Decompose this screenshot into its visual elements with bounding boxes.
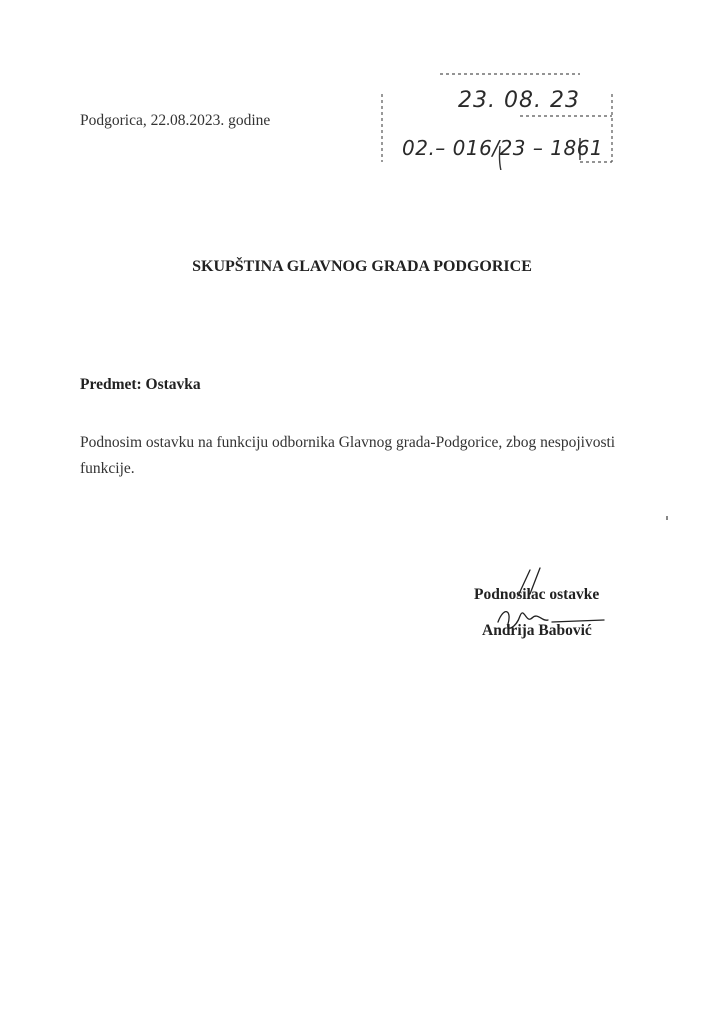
signatory-name: Andrija Babović xyxy=(482,622,592,639)
recipient-heading: SKUPŠTINA GLAVNOG GRADA PODGORICE xyxy=(192,258,532,275)
registry-stamp xyxy=(380,66,620,170)
subject-line: Predmet: Ostavka xyxy=(80,376,201,393)
place-and-date: Podgorica, 22.08.2023. godine xyxy=(80,112,271,129)
stamp-number: 02.– 016/23 – 1861 xyxy=(402,136,604,160)
stamp-date: 23. 08. 23 xyxy=(458,88,580,113)
signature-title: Podnosilac ostavke xyxy=(474,586,600,603)
scan-speck xyxy=(666,516,668,520)
body-paragraph: Podnosim ostavku na funkciju odbornika Glavnog grada-Podgorice, zbog nespojivosti funkcije. xyxy=(80,434,616,477)
